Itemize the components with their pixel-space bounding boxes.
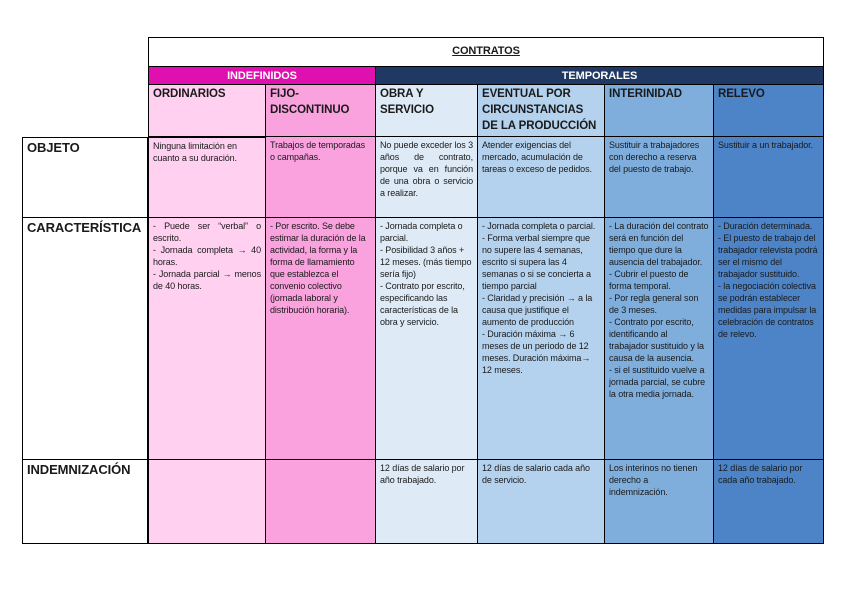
- list-item: - Jornada completa o parcial.: [380, 221, 463, 243]
- list-item: - Puede ser “verbal” o escrito.: [153, 221, 261, 243]
- list-item: - Jornada completa o parcial.: [482, 221, 596, 231]
- list-item: - Contrato por escrito, identificando al trabajador sustituido y la causa de la ausencia.: [609, 317, 704, 363]
- corner-empty: [22, 37, 148, 137]
- column-header-interinidad: INTERINIDAD: [605, 85, 714, 137]
- row-header-indemnizacion: INDEMNIZACIÓN: [22, 460, 148, 544]
- list-item: - Duración máxima → 6 meses de un periodo de 12 meses. Duración máxima→ 12 meses.: [482, 329, 591, 375]
- list-item: - Duración determinada.: [718, 221, 813, 231]
- column-header-eventual: EVENTUAL POR CIRCUNSTANCIAS DE LA PRODUCCIÓN: [478, 85, 605, 137]
- list-item: - la negociación colectiva se podrán establecer medidas para impulsar la celebración de contratos de relevo.: [718, 281, 817, 339]
- list-item: - Claridad y precisión → a la causa que justifique el aumento de producción: [482, 293, 593, 327]
- list-item: - La duración del contrato será en función del tiempo que dure la ausencia del trabajador.: [609, 221, 709, 267]
- column-header-obra-y-servicio: OBRA Y SERVICIO: [376, 85, 478, 137]
- cell-objeto-fijo-discontinuo: Trabajos de temporadas o campañas.: [266, 137, 376, 218]
- list-item: - Por escrito. Se debe estimar la duración de la actividad, la forma y la forma de llamamiento que establezca el convenio colectivo (jornada laboral y distribución horaria).: [270, 221, 366, 315]
- column-header-fijo-discontinuo: FIJO-DISCONTINUO: [266, 85, 376, 137]
- group-header-temporales: TEMPORALES: [376, 67, 824, 85]
- cell-caracteristica-relevo: [714, 218, 824, 460]
- cell-objeto-eventual: Atender exigencias del mercado, acumulación de tareas o exceso de pedidos.: [478, 137, 605, 218]
- contracts-table: [22, 37, 824, 544]
- group-header-indefinidos: INDEFINIDOS: [148, 67, 376, 85]
- cell-caracteristica-obra-y-servicio: [376, 218, 478, 460]
- list-item: - Posibilidad 3 años + 12 meses. (más tiempo sería fijo): [380, 245, 472, 279]
- cell-indemnizacion-fijo-discontinuo: [266, 460, 376, 544]
- cell-indemnizacion-ordinarios: [148, 460, 266, 544]
- list-item: - Por regla general son de 3 meses.: [609, 293, 699, 315]
- table-title: CONTRATOS: [148, 37, 824, 67]
- cell-indemnizacion-interinidad: Los interinos no tienen derecho a indemnización.: [605, 460, 714, 544]
- cell-objeto-obra-y-servicio: No puede exceder los 3 años de contrato, porque va en función de una obra o servicio a realizar.: [376, 137, 478, 218]
- list-item: - El puesto de trabajo del trabajador relevista podrá ser el mismo del trabajador sustituido.: [718, 233, 818, 279]
- list-item: - Cubrir el puesto de forma temporal.: [609, 269, 689, 291]
- column-header-ordinarios: ORDINARIOS: [148, 85, 266, 137]
- cell-objeto-interinidad: Sustituir a trabajadores con derecho a reserva del puesto de trabajo.: [605, 137, 714, 218]
- list-item: - Contrato por escrito, especificando las características de la obra y servicio.: [380, 281, 465, 327]
- list-item: - si el sustituido vuelve a jornada parcial, se cubre la otra media jornada.: [609, 365, 706, 399]
- row-header-objeto: OBJETO: [22, 137, 148, 218]
- cell-indemnizacion-eventual: 12 días de salario cada año de servicio.: [478, 460, 605, 544]
- cell-caracteristica-fijo-discontinuo: [266, 218, 376, 460]
- row-header-caracteristica: CARACTERÍSTICA: [22, 218, 148, 460]
- list-item: - Jornada completa → 40 horas.: [153, 245, 261, 267]
- cell-indemnizacion-relevo: 12 días de salario por cada año trabajado.: [714, 460, 824, 544]
- cell-caracteristica-eventual: [478, 218, 605, 460]
- list-item: - Jornada parcial → menos de 40 horas.: [153, 269, 261, 291]
- column-header-relevo: RELEVO: [714, 85, 824, 137]
- cell-objeto-relevo: Sustituir a un trabajador.: [714, 137, 824, 218]
- cell-indemnizacion-obra-y-servicio: 12 días de salario por año trabajado.: [376, 460, 478, 544]
- cell-caracteristica-interinidad: [605, 218, 714, 460]
- cell-objeto-ordinarios: Ninguna limitación en cuanto a su duración.: [148, 137, 266, 218]
- list-item: - Forma verbal siempre que no supere las 4 semanas, escrito si supera las 4 semanas o si se concierta a tiempo parcial: [482, 233, 591, 291]
- cell-caracteristica-ordinarios: [148, 218, 266, 460]
